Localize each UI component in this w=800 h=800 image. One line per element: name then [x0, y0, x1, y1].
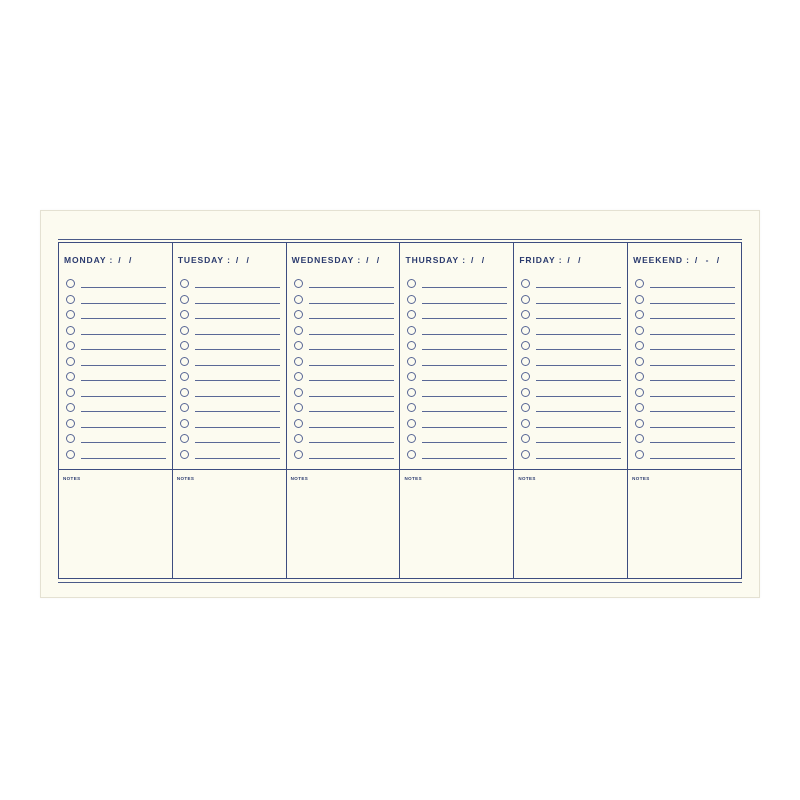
- task-row: [521, 432, 621, 448]
- task-line[interactable]: [309, 442, 394, 443]
- task-line[interactable]: [195, 287, 280, 288]
- task-line[interactable]: [195, 396, 280, 397]
- task-row: [407, 293, 507, 309]
- circle-checkbox-icon[interactable]: [521, 450, 530, 459]
- task-row: [66, 308, 166, 324]
- task-row: [407, 339, 507, 355]
- circle-checkbox-icon[interactable]: [521, 419, 530, 428]
- task-row: [66, 401, 166, 417]
- task-line[interactable]: [81, 396, 166, 397]
- task-row: [294, 277, 394, 293]
- notes-label: NOTES: [63, 476, 81, 481]
- circle-checkbox-icon[interactable]: [294, 326, 303, 335]
- circle-checkbox-icon[interactable]: [407, 295, 416, 304]
- task-line[interactable]: [422, 427, 507, 428]
- circle-checkbox-icon[interactable]: [66, 341, 75, 350]
- task-line[interactable]: [650, 458, 735, 459]
- circle-checkbox-icon[interactable]: [635, 326, 644, 335]
- circle-checkbox-icon[interactable]: [407, 279, 416, 288]
- task-line[interactable]: [309, 380, 394, 381]
- day-column-monday: [59, 243, 172, 578]
- task-line[interactable]: [536, 287, 621, 288]
- task-row: [180, 277, 280, 293]
- task-line[interactable]: [309, 427, 394, 428]
- task-row: [294, 401, 394, 417]
- circle-checkbox-icon[interactable]: [521, 326, 530, 335]
- circle-checkbox-icon[interactable]: [407, 310, 416, 319]
- task-row: [407, 324, 507, 340]
- task-line[interactable]: [81, 427, 166, 428]
- circle-checkbox-icon[interactable]: [66, 310, 75, 319]
- task-line[interactable]: [536, 303, 621, 304]
- date-field[interactable]: / /: [235, 255, 252, 265]
- task-row: [407, 277, 507, 293]
- task-list: [66, 277, 166, 463]
- task-line[interactable]: [81, 287, 166, 288]
- day-header: [519, 255, 583, 265]
- circle-checkbox-icon[interactable]: [180, 403, 189, 412]
- task-row: [180, 308, 280, 324]
- task-line[interactable]: [309, 411, 394, 412]
- day-separator: :: [558, 255, 563, 265]
- notes-label: NOTES: [518, 476, 536, 481]
- task-row: [521, 370, 621, 386]
- task-line[interactable]: [309, 334, 394, 335]
- task-row: [180, 401, 280, 417]
- task-row: [180, 448, 280, 464]
- circle-checkbox-icon[interactable]: [407, 372, 416, 381]
- task-row: [521, 339, 621, 355]
- task-row: [635, 448, 735, 464]
- task-row: [294, 293, 394, 309]
- day-separator: :: [109, 255, 114, 265]
- task-line[interactable]: [81, 442, 166, 443]
- task-line[interactable]: [422, 411, 507, 412]
- date-field[interactable]: / /: [470, 255, 488, 265]
- circle-checkbox-icon[interactable]: [635, 295, 644, 304]
- circle-checkbox-icon[interactable]: [294, 279, 303, 288]
- task-row: [635, 339, 735, 355]
- task-line[interactable]: [422, 303, 507, 304]
- task-line[interactable]: [422, 380, 507, 381]
- task-line[interactable]: [309, 458, 394, 459]
- task-row: [521, 401, 621, 417]
- task-row: [294, 432, 394, 448]
- circle-checkbox-icon[interactable]: [407, 326, 416, 335]
- task-line[interactable]: [195, 427, 280, 428]
- day-label: WEDNESDAY: [291, 255, 355, 265]
- task-row: [180, 386, 280, 402]
- task-line[interactable]: [309, 365, 394, 366]
- circle-checkbox-icon[interactable]: [294, 403, 303, 412]
- circle-checkbox-icon[interactable]: [294, 341, 303, 350]
- task-row: [294, 386, 394, 402]
- circle-checkbox-icon[interactable]: [635, 372, 644, 381]
- task-row: [407, 432, 507, 448]
- task-row: [521, 293, 621, 309]
- task-line[interactable]: [536, 458, 621, 459]
- task-row: [521, 324, 621, 340]
- task-row: [635, 324, 735, 340]
- task-row: [66, 339, 166, 355]
- task-row: [635, 370, 735, 386]
- day-column-weekend: [627, 243, 741, 578]
- task-line[interactable]: [309, 318, 394, 319]
- task-row: [294, 324, 394, 340]
- task-row: [407, 417, 507, 433]
- notes-label: NOTES: [290, 476, 309, 481]
- task-row: [180, 324, 280, 340]
- day-header: [405, 255, 487, 265]
- task-row: [66, 355, 166, 371]
- circle-checkbox-icon[interactable]: [294, 419, 303, 428]
- task-line[interactable]: [650, 365, 735, 366]
- task-line[interactable]: [536, 318, 621, 319]
- task-line[interactable]: [422, 396, 507, 397]
- circle-checkbox-icon[interactable]: [407, 434, 416, 443]
- task-line[interactable]: [195, 334, 280, 335]
- circle-checkbox-icon[interactable]: [635, 357, 644, 366]
- task-list: [180, 277, 280, 463]
- circle-checkbox-icon[interactable]: [180, 388, 189, 397]
- circle-checkbox-icon[interactable]: [66, 372, 75, 381]
- circle-checkbox-icon[interactable]: [66, 326, 75, 335]
- date-field[interactable]: / /: [118, 255, 135, 265]
- circle-checkbox-icon[interactable]: [66, 279, 75, 288]
- task-line[interactable]: [536, 349, 621, 350]
- task-line[interactable]: [536, 396, 621, 397]
- circle-checkbox-icon[interactable]: [66, 295, 75, 304]
- circle-checkbox-icon[interactable]: [180, 357, 189, 366]
- task-row: [294, 339, 394, 355]
- task-line[interactable]: [650, 380, 735, 381]
- task-row: [66, 370, 166, 386]
- circle-checkbox-icon[interactable]: [294, 310, 303, 319]
- date-field[interactable]: / /: [366, 255, 383, 265]
- task-row: [66, 417, 166, 433]
- day-label: TUESDAY: [177, 255, 224, 265]
- task-line[interactable]: [81, 349, 166, 350]
- task-line[interactable]: [536, 411, 621, 412]
- task-line[interactable]: [81, 458, 166, 459]
- circle-checkbox-icon[interactable]: [407, 419, 416, 428]
- day-label: THURSDAY: [405, 255, 459, 265]
- notes-divider: [628, 469, 741, 470]
- circle-checkbox-icon[interactable]: [635, 434, 644, 443]
- day-separator: :: [686, 255, 690, 265]
- circle-checkbox-icon[interactable]: [521, 295, 530, 304]
- day-header: [178, 255, 252, 265]
- circle-checkbox-icon[interactable]: [180, 419, 189, 428]
- task-row: [635, 432, 735, 448]
- circle-checkbox-icon[interactable]: [294, 388, 303, 397]
- task-line[interactable]: [650, 349, 735, 350]
- task-row: [635, 355, 735, 371]
- task-row: [521, 355, 621, 371]
- circle-checkbox-icon[interactable]: [294, 295, 303, 304]
- circle-checkbox-icon[interactable]: [180, 450, 189, 459]
- task-line[interactable]: [650, 442, 735, 443]
- circle-checkbox-icon[interactable]: [521, 279, 530, 288]
- task-line[interactable]: [195, 365, 280, 366]
- notes-divider: [514, 469, 627, 470]
- task-row: [180, 293, 280, 309]
- day-column-tuesday: [172, 243, 286, 578]
- task-line[interactable]: [650, 411, 735, 412]
- task-row: [407, 401, 507, 417]
- day-separator: :: [357, 255, 362, 265]
- circle-checkbox-icon[interactable]: [635, 279, 644, 288]
- task-line[interactable]: [195, 442, 280, 443]
- task-line[interactable]: [422, 458, 507, 459]
- task-row: [635, 277, 735, 293]
- circle-checkbox-icon[interactable]: [407, 403, 416, 412]
- task-line[interactable]: [650, 318, 735, 319]
- task-row: [66, 277, 166, 293]
- day-column-friday: [513, 243, 627, 578]
- task-row: [635, 386, 735, 402]
- task-row: [521, 448, 621, 464]
- circle-checkbox-icon[interactable]: [521, 403, 530, 412]
- task-row: [180, 417, 280, 433]
- task-row: [66, 324, 166, 340]
- task-row: [180, 339, 280, 355]
- task-line[interactable]: [422, 442, 507, 443]
- task-line[interactable]: [195, 318, 280, 319]
- task-line[interactable]: [536, 380, 621, 381]
- circle-checkbox-icon[interactable]: [180, 326, 189, 335]
- task-line[interactable]: [650, 396, 735, 397]
- task-line[interactable]: [195, 303, 280, 304]
- task-line[interactable]: [650, 287, 735, 288]
- circle-checkbox-icon[interactable]: [407, 341, 416, 350]
- task-line[interactable]: [195, 380, 280, 381]
- circle-checkbox-icon[interactable]: [180, 341, 189, 350]
- task-line[interactable]: [536, 365, 621, 366]
- task-row: [521, 417, 621, 433]
- circle-checkbox-icon[interactable]: [294, 450, 303, 459]
- task-line[interactable]: [309, 349, 394, 350]
- task-line[interactable]: [81, 411, 166, 412]
- task-row: [294, 308, 394, 324]
- circle-checkbox-icon[interactable]: [407, 357, 416, 366]
- circle-checkbox-icon[interactable]: [407, 388, 416, 397]
- task-line[interactable]: [81, 380, 166, 381]
- task-line[interactable]: [81, 318, 166, 319]
- circle-checkbox-icon[interactable]: [180, 372, 189, 381]
- task-line[interactable]: [422, 349, 507, 350]
- task-line[interactable]: [195, 349, 280, 350]
- task-row: [635, 417, 735, 433]
- day-header: [292, 255, 383, 265]
- task-line[interactable]: [81, 303, 166, 304]
- day-separator: :: [462, 255, 466, 265]
- task-row: [180, 355, 280, 371]
- planner-grid: [58, 242, 742, 579]
- task-row: [407, 386, 507, 402]
- top-rule: [58, 239, 742, 240]
- day-label: FRIDAY: [519, 255, 556, 265]
- task-line[interactable]: [309, 396, 394, 397]
- circle-checkbox-icon[interactable]: [521, 341, 530, 350]
- circle-checkbox-icon[interactable]: [66, 388, 75, 397]
- circle-checkbox-icon[interactable]: [521, 372, 530, 381]
- circle-checkbox-icon[interactable]: [521, 357, 530, 366]
- task-row: [521, 386, 621, 402]
- task-row: [294, 370, 394, 386]
- task-row: [407, 355, 507, 371]
- day-separator: :: [227, 255, 231, 265]
- circle-checkbox-icon[interactable]: [294, 357, 303, 366]
- task-row: [635, 401, 735, 417]
- task-list: [294, 277, 394, 463]
- notes-label: NOTES: [176, 476, 195, 481]
- circle-checkbox-icon[interactable]: [635, 388, 644, 397]
- circle-checkbox-icon[interactable]: [66, 403, 75, 412]
- circle-checkbox-icon[interactable]: [521, 434, 530, 443]
- task-line[interactable]: [195, 458, 280, 459]
- circle-checkbox-icon[interactable]: [180, 279, 189, 288]
- task-line[interactable]: [650, 334, 735, 335]
- task-line[interactable]: [536, 334, 621, 335]
- circle-checkbox-icon[interactable]: [294, 372, 303, 381]
- circle-checkbox-icon[interactable]: [66, 419, 75, 428]
- circle-checkbox-icon[interactable]: [66, 450, 75, 459]
- task-line[interactable]: [422, 318, 507, 319]
- task-line[interactable]: [81, 334, 166, 335]
- notes-divider: [287, 469, 400, 470]
- task-line[interactable]: [309, 303, 394, 304]
- task-row: [180, 370, 280, 386]
- task-line[interactable]: [81, 365, 166, 366]
- notes-divider: [400, 469, 513, 470]
- bottom-rule: [58, 582, 742, 583]
- task-row: [294, 448, 394, 464]
- task-row: [635, 293, 735, 309]
- task-row: [66, 386, 166, 402]
- task-row: [635, 308, 735, 324]
- notes-divider: [173, 469, 286, 470]
- day-column-thursday: [399, 243, 513, 578]
- task-row: [521, 277, 621, 293]
- task-list: [407, 277, 507, 463]
- task-row: [180, 432, 280, 448]
- circle-checkbox-icon[interactable]: [635, 419, 644, 428]
- task-row: [66, 293, 166, 309]
- task-line[interactable]: [195, 411, 280, 412]
- circle-checkbox-icon[interactable]: [635, 403, 644, 412]
- task-row: [521, 308, 621, 324]
- circle-checkbox-icon[interactable]: [635, 450, 644, 459]
- task-line[interactable]: [309, 287, 394, 288]
- circle-checkbox-icon[interactable]: [66, 357, 75, 366]
- date-field[interactable]: / /: [567, 255, 584, 265]
- circle-checkbox-icon[interactable]: [635, 341, 644, 350]
- day-header: [64, 255, 134, 265]
- circle-checkbox-icon[interactable]: [407, 450, 416, 459]
- date-field[interactable]: / - /: [694, 255, 723, 265]
- notes-divider: [59, 469, 172, 470]
- circle-checkbox-icon[interactable]: [294, 434, 303, 443]
- task-line[interactable]: [422, 334, 507, 335]
- circle-checkbox-icon[interactable]: [635, 310, 644, 319]
- day-label: WEEKEND: [633, 255, 683, 265]
- task-row: [66, 432, 166, 448]
- task-row: [294, 417, 394, 433]
- task-row: [407, 308, 507, 324]
- circle-checkbox-icon[interactable]: [180, 434, 189, 443]
- notes-label: NOTES: [404, 476, 422, 481]
- day-header: [633, 255, 722, 265]
- circle-checkbox-icon[interactable]: [180, 310, 189, 319]
- task-line[interactable]: [422, 365, 507, 366]
- task-row: [66, 448, 166, 464]
- task-list: [521, 277, 621, 463]
- task-row: [294, 355, 394, 371]
- task-row: [407, 370, 507, 386]
- task-line[interactable]: [536, 442, 621, 443]
- task-line[interactable]: [536, 427, 621, 428]
- circle-checkbox-icon[interactable]: [66, 434, 75, 443]
- day-column-wednesday: [286, 243, 400, 578]
- task-line[interactable]: [422, 287, 507, 288]
- circle-checkbox-icon[interactable]: [521, 388, 530, 397]
- weekly-planner-notepad: [40, 210, 760, 598]
- day-label: MONDAY: [64, 255, 107, 265]
- circle-checkbox-icon[interactable]: [521, 310, 530, 319]
- circle-checkbox-icon[interactable]: [180, 295, 189, 304]
- notes-label: NOTES: [632, 476, 650, 481]
- task-row: [407, 448, 507, 464]
- task-line[interactable]: [650, 303, 735, 304]
- task-line[interactable]: [650, 427, 735, 428]
- task-list: [635, 277, 735, 463]
